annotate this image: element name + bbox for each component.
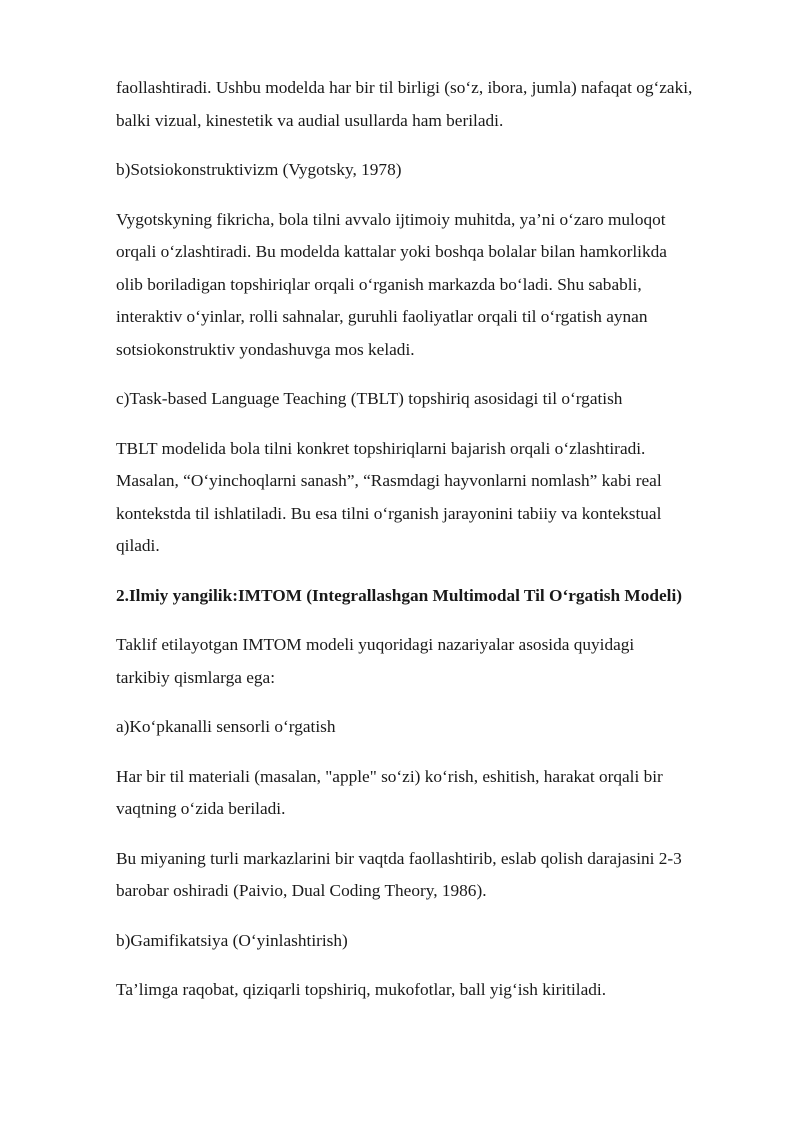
text-line: a)Ko‘pkanalli sensorli o‘rgatish: [116, 717, 336, 736]
text-line: barobar oshiradi (Paivio, Dual Coding Theory, 1986).: [116, 881, 487, 900]
text-line: Har bir til materiali (masalan, "apple" so‘zi) ko‘rish, eshitish, harakat orqali bir: [116, 766, 663, 786]
document-body: [116, 72, 746, 1007]
text-line: TBLT modelida bola tilni konkret topshiriqlarni bajarish orqali o‘zlashtiradi.: [116, 438, 646, 458]
text-line: qiladi.: [116, 536, 160, 555]
text-line: b)Sotsiokonstruktivizm (Vygotsky, 1978): [116, 160, 402, 179]
text-line: orqali o‘zlashtiradi. Bu modelda kattalar yoki boshqa bolalar bilan hamkorlikda: [116, 242, 667, 261]
text-line: sotsiokonstruktiv yondashuvga mos keladi.: [116, 339, 415, 359]
paragraph: [116, 383, 746, 416]
text-line: Taklif etilayotgan IMTOM modeli yuqoridagi nazariyalar asosida quyidagi: [116, 635, 635, 654]
paragraph: [116, 761, 746, 826]
text-line: Bu miyaning turli markazlarini bir vaqtda faollashtirib, eslab qolish darajasini 2-3: [116, 848, 682, 868]
paragraph: [116, 925, 746, 958]
section-heading: [116, 580, 746, 613]
paragraph: [116, 843, 746, 908]
text-line: balki vizual, kinestetik va audial usullarda ham beriladi.: [116, 110, 504, 130]
text-line: vaqtning o‘zida beriladi.: [116, 799, 286, 818]
text-line: Ta’limga raqobat, qiziqarli topshiriq, mukofotlar, ball yig‘ish kiritiladi.: [116, 980, 607, 999]
paragraph: [116, 974, 746, 1007]
paragraph: [116, 204, 746, 367]
paragraph: [116, 711, 746, 744]
paragraph: [116, 433, 746, 563]
document-page: [116, 72, 746, 1024]
paragraph: [116, 154, 746, 187]
text-line: Vygotskyning fikricha, bola tilni avvalo ijtimoiy muhitda, ya’ni o‘zaro muloqot: [116, 209, 666, 229]
text-line: interaktiv o‘yinlar, rolli sahnalar, guruhli faoliyatlar orqali til o‘rgatish aynan: [116, 307, 648, 326]
paragraph: [116, 72, 746, 137]
text-line: tarkibiy qismlarga ega:: [116, 667, 276, 687]
text-line: b)Gamifikatsiya (O‘yinlashtirish): [116, 930, 348, 950]
text-line: 2.Ilmiy yangilik:IMTOM (Integrallashgan Multimodal Til O‘rgatish Modeli): [116, 585, 682, 605]
paragraph: [116, 629, 746, 694]
text-line: c)Task-based Language Teaching (TBLT) topshiriq asosidagi til o‘rgatish: [116, 389, 623, 408]
text-line: Masalan, “O‘yinchoqlarni sanash”, “Rasmdagi hayvonlarni nomlash” kabi real: [116, 471, 662, 490]
text-line: olib boriladigan topshiriqlar orqali o‘rganish markazda bo‘ladi. Shu sababli,: [116, 274, 642, 294]
text-line: kontekstda til ishlatiladi. Bu esa tilni o‘rganish jarayonini tabiiy va kontekstual: [116, 503, 662, 523]
text-line: faollashtiradi. Ushbu modelda har bir til birligi (so‘z, ibora, jumla) nafaqat og‘zaki,: [116, 78, 693, 97]
